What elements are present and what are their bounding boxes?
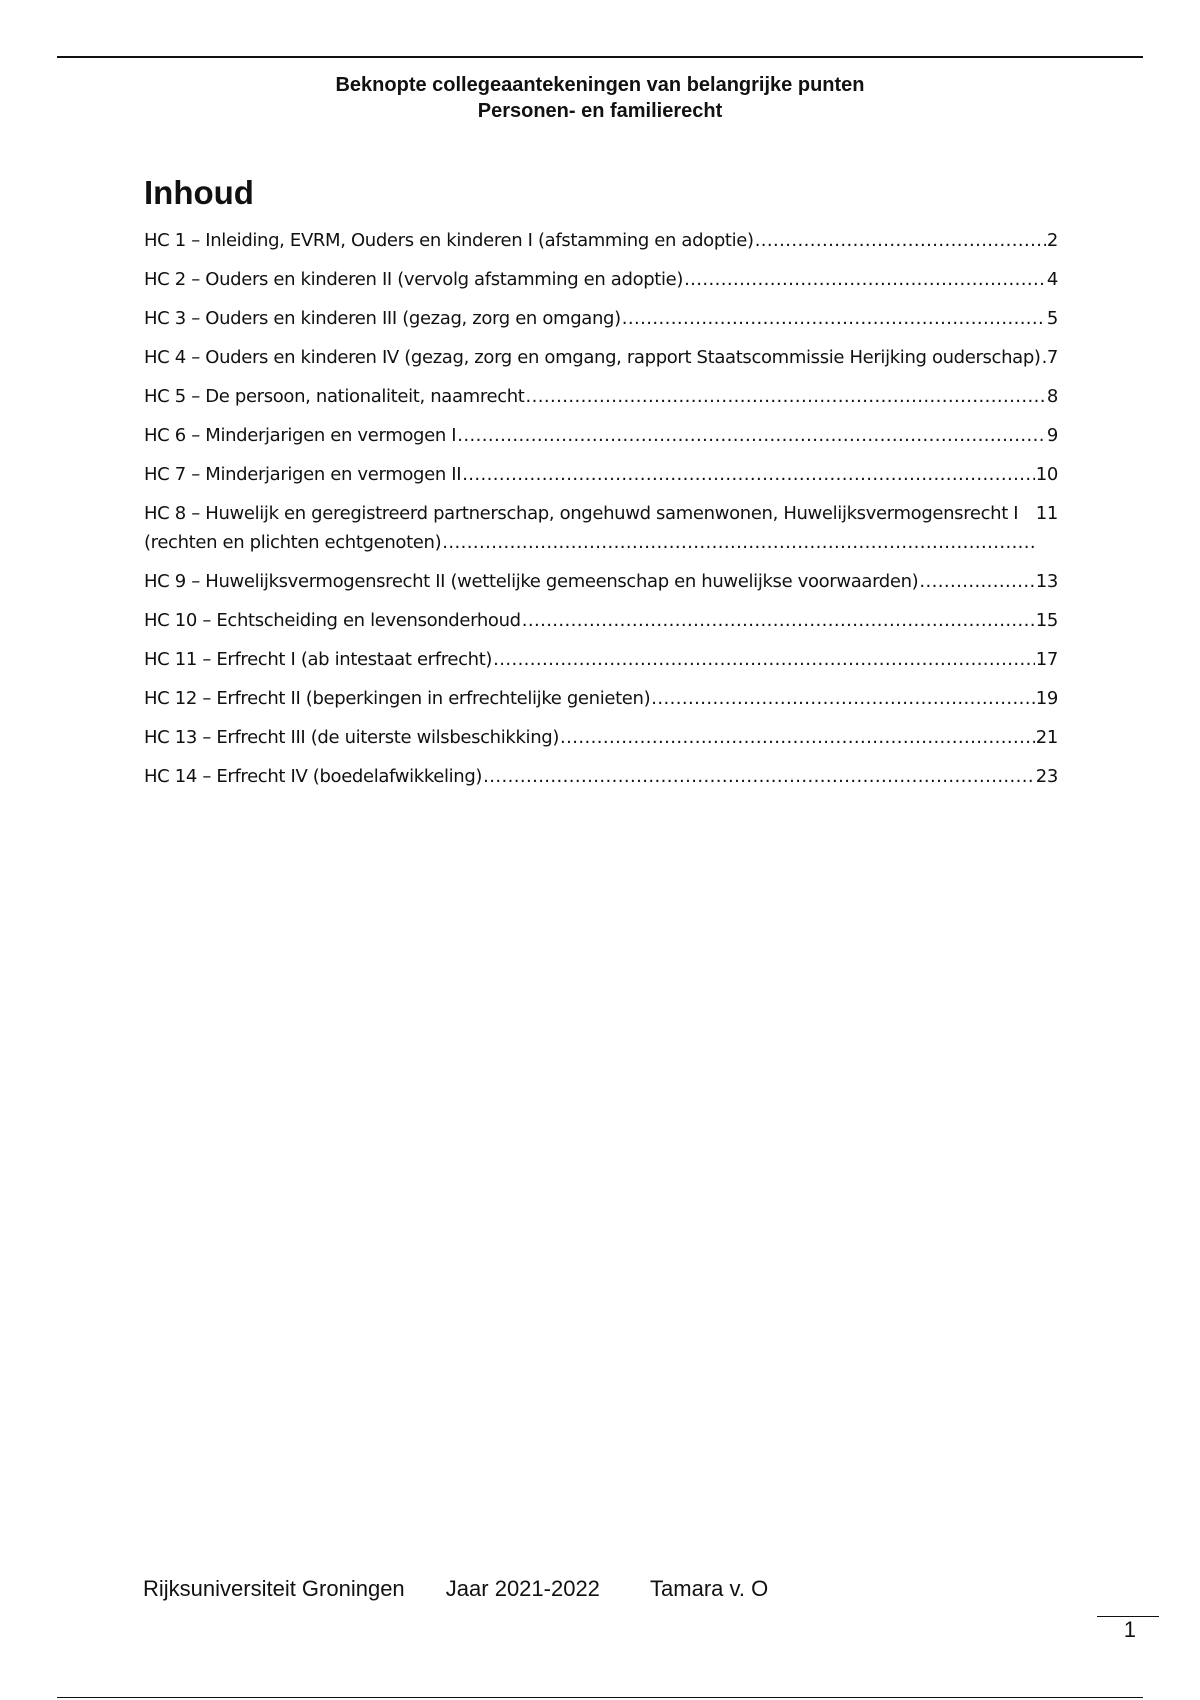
toc-entry-page: 17 (1035, 649, 1058, 670)
toc-entry-hc4[interactable] (144, 343, 1058, 372)
toc-entry-title: HC 12 – Erfrecht II (beperkingen in erfrechtelijke genieten) ..... (144, 684, 1035, 713)
toc-entry-title: HC 11 – Erfrecht I (ab intestaat erfrecht) ..... (144, 645, 1035, 674)
toc-entry-title: HC 7 – Minderjarigen en vermogen II ..... (144, 460, 1035, 489)
toc-entry-page: 9 (1046, 425, 1058, 446)
toc-entry-title: HC 14 – Erfrecht IV (boedelafwikkeling) ..... (144, 762, 1035, 791)
header-rule (57, 56, 1143, 58)
footer-author: Tamara v. O (650, 1576, 769, 1601)
table-of-contents (144, 226, 1058, 801)
toc-entry-hc13[interactable] (144, 723, 1058, 752)
footer-rule (57, 1697, 1143, 1698)
page-number: 1 (1123, 1617, 1136, 1642)
footer-university: Rijksuniversiteit Groningen (143, 1576, 405, 1601)
toc-entry-title: HC 1 – Inleiding, EVRM, Ouders en kinderen I (afstamming en adoptie) ..... (144, 226, 1046, 255)
toc-heading: Inhoud (144, 174, 254, 211)
toc-entry-hc3[interactable] (144, 304, 1058, 333)
toc-entry-hc14[interactable] (144, 762, 1058, 791)
document-header (0, 72, 1200, 124)
toc-entry-hc10[interactable] (144, 606, 1058, 635)
toc-entry-hc7[interactable] (144, 460, 1058, 489)
toc-entry-page: 5 (1046, 308, 1058, 329)
toc-entry-title: HC 9 – Huwelijksvermogensrecht II (wettelijke gemeenschap en huwelijkse voorwaarden) ..... (144, 567, 1035, 596)
toc-entry-hc11[interactable] (144, 645, 1058, 674)
toc-entry-hc8[interactable] (144, 499, 1058, 557)
toc-entry-hc5[interactable] (144, 382, 1058, 411)
toc-entry-title: HC 10 – Echtscheiding en levensonderhoud ..... (144, 606, 1035, 635)
footer-year: Jaar 2021-2022 (445, 1576, 600, 1601)
toc-entry-hc1[interactable] (144, 226, 1058, 255)
toc-entry-title: HC 2 – Ouders en kinderen II (vervolg afstamming en adoptie) ..... (144, 265, 1046, 294)
toc-entry-hc12[interactable] (144, 684, 1058, 713)
toc-entry-title: HC 6 – Minderjarigen en vermogen I ..... (144, 421, 1046, 450)
toc-entry-page: 21 (1035, 727, 1058, 748)
toc-entry-title: HC 3 – Ouders en kinderen III (gezag, zorg en omgang) ..... (144, 304, 1046, 333)
toc-entry-title: HC 13 – Erfrecht III (de uiterste wilsbeschikking) ..... (144, 723, 1035, 752)
toc-entry-title: HC 5 – De persoon, nationaliteit, naamrecht ..... (144, 382, 1046, 411)
toc-entry-page: 10 (1035, 464, 1058, 485)
toc-entry-page: 11 (1035, 503, 1058, 524)
toc-entry-page: 2 (1046, 230, 1058, 251)
toc-entry-hc6[interactable] (144, 421, 1058, 450)
toc-entry-page: 4 (1046, 269, 1058, 290)
toc-entry-hc2[interactable] (144, 265, 1058, 294)
toc-entry-page: 19 (1035, 688, 1058, 709)
toc-entry-title: HC 8 – Huwelijk en geregistreerd partnerschap, ongehuwd samenwonen, Huwelijksvermogensrecht I (rechten en plichten echtgenoten) ..... (144, 499, 1035, 557)
toc-entry-hc9[interactable] (144, 567, 1058, 596)
toc-entry-page: 8 (1046, 386, 1058, 407)
document-subtitle: Personen- en familierecht (477, 100, 723, 122)
page-footer (143, 1576, 768, 1602)
document-title: Beknopte collegeaantekeningen van belangrijke punten (335, 74, 865, 96)
toc-entry-page: 13 (1035, 571, 1058, 592)
toc-entry-page: 15 (1035, 610, 1058, 631)
toc-entry-page: 23 (1035, 766, 1058, 787)
toc-entry-title: HC 4 – Ouders en kinderen IV (gezag, zorg en omgang, rapport Staatscommissie Herijking ouderschap) ..... (144, 343, 1046, 372)
toc-entry-page: 7 (1046, 347, 1058, 368)
